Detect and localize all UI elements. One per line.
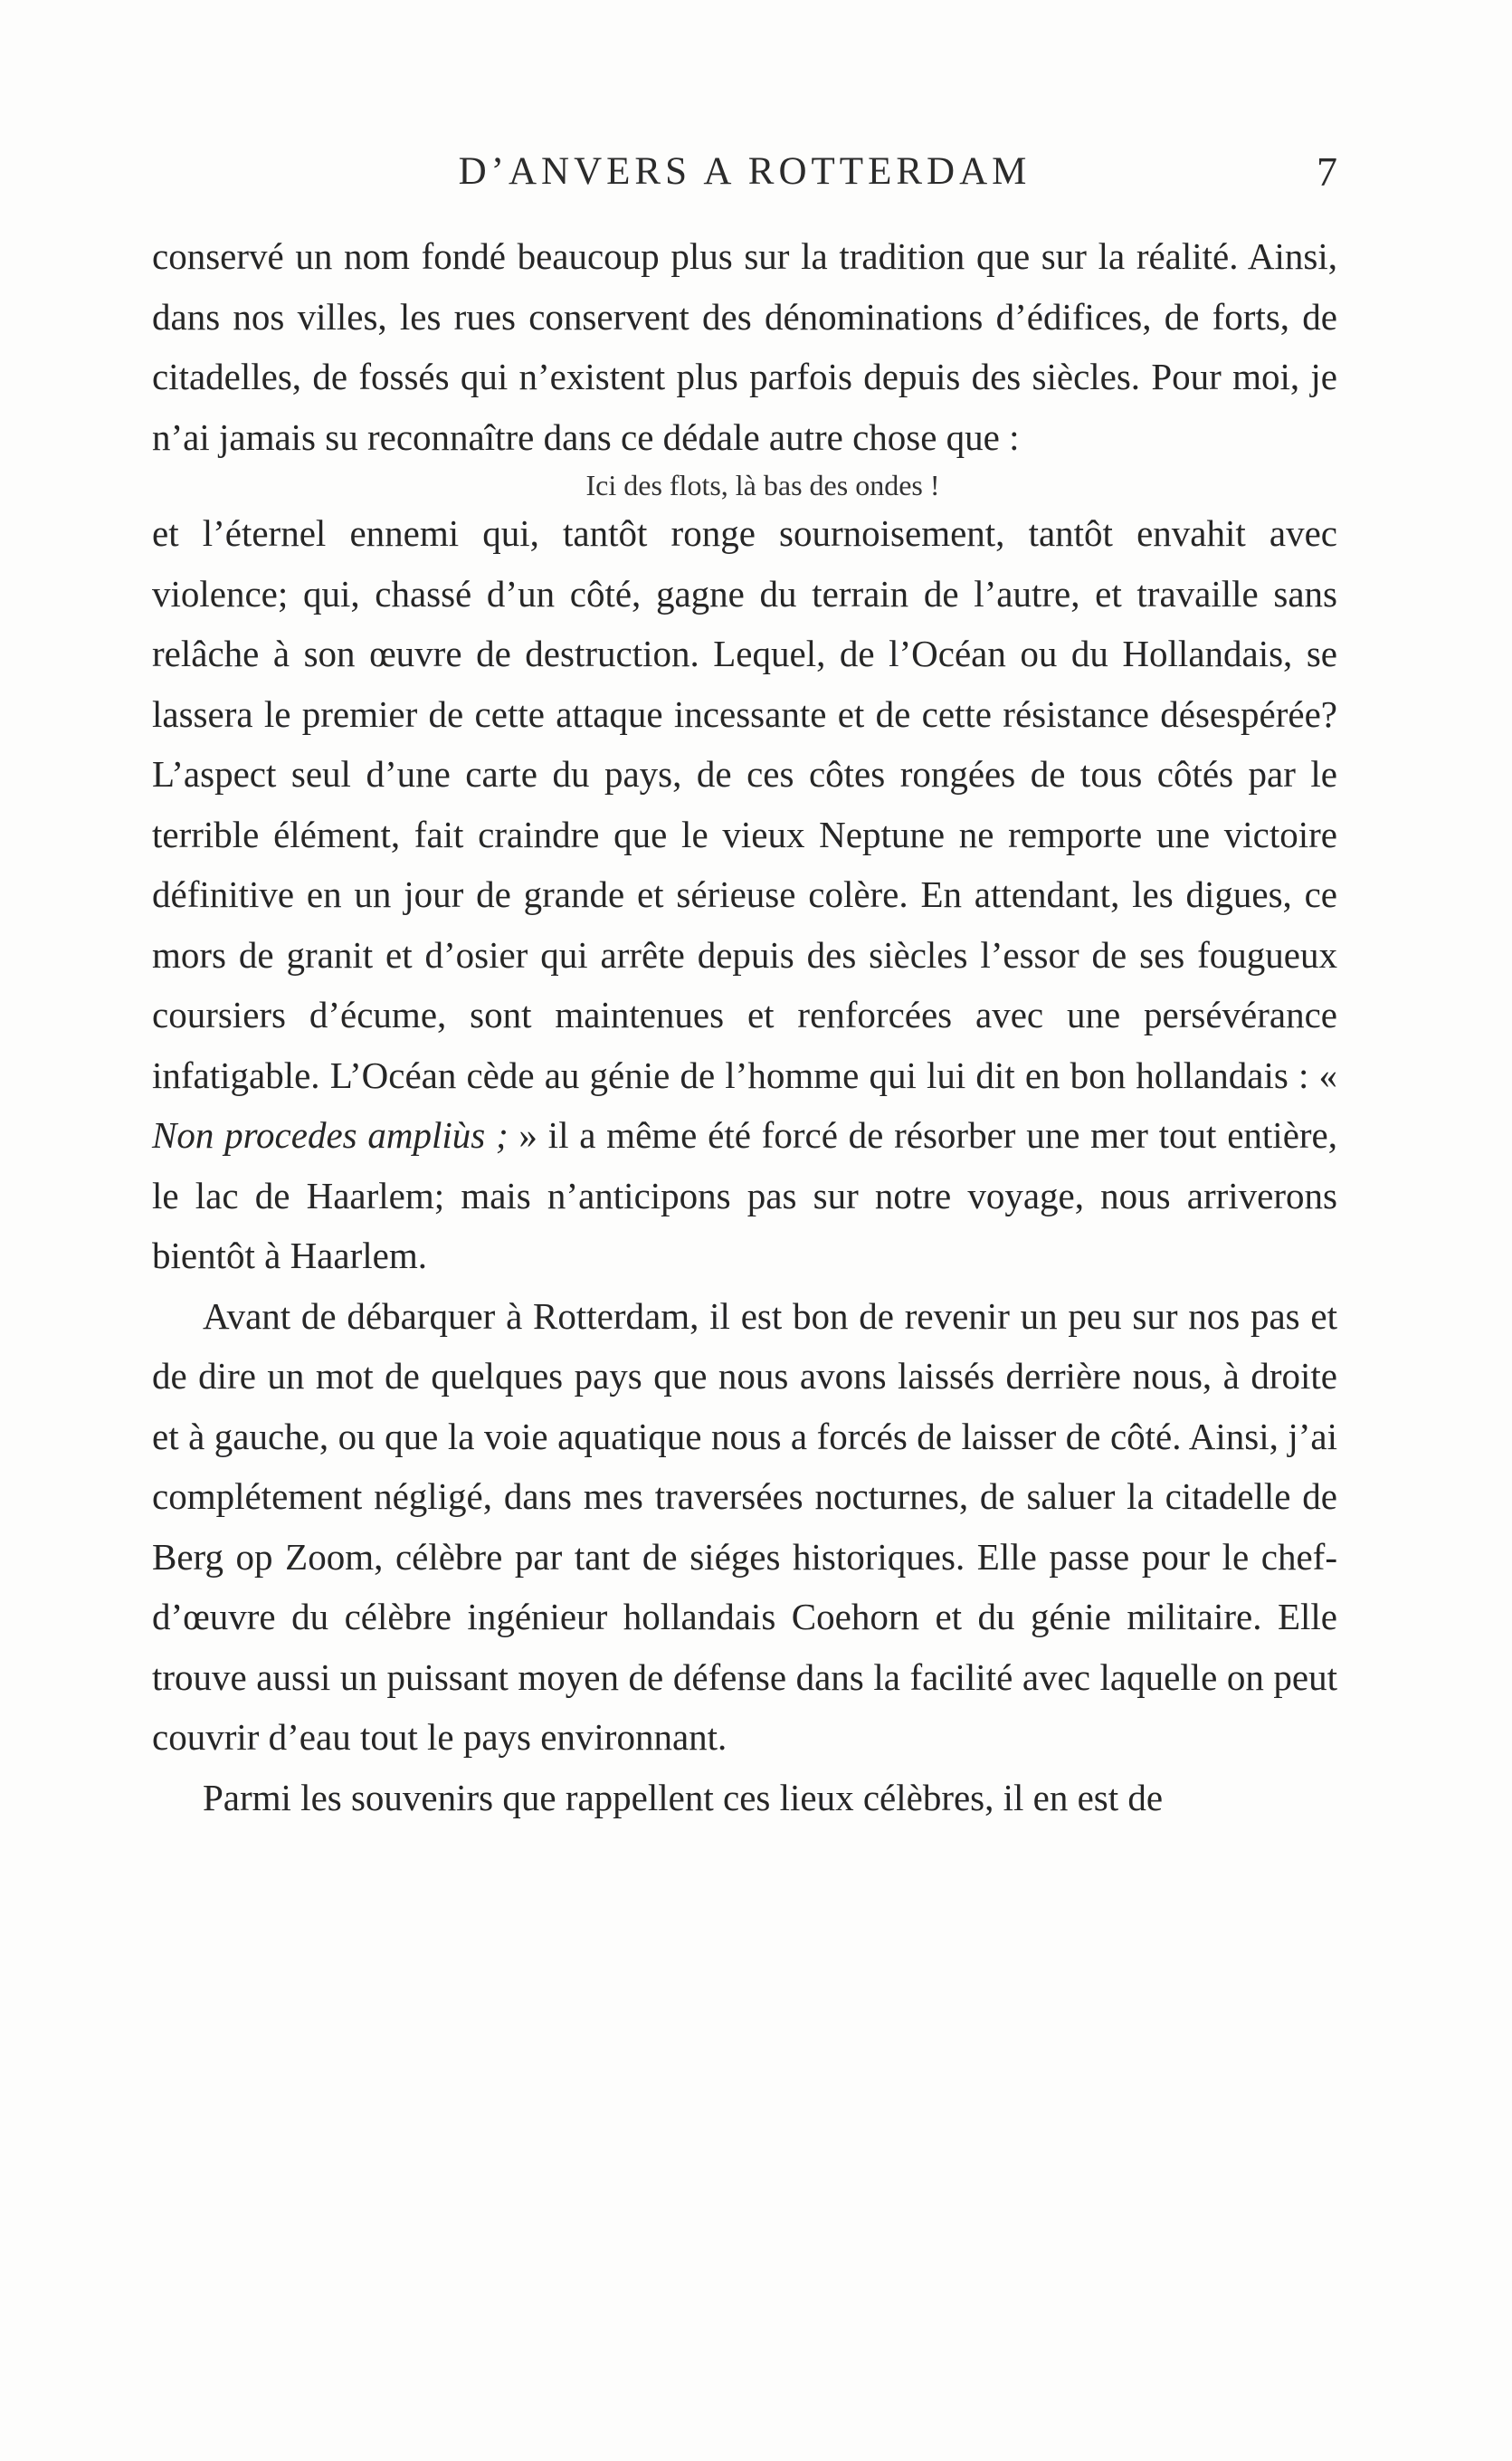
paragraph-ocean-text-start: et l’éternel ennemi qui, tantôt ronge sournoisement, tantôt envahit avec violence; qui, chassé d’un côté, gagne du terrain de l’autre, et travaille sans relâche à son œuvre de destruction. Lequel, de l’Océan ou du Hollandais, se lassera le premier de cette attaque incessante et de cette résistance désespérée? L’aspect seul d’une carte du pays, de ces côtes rongées de tous côtés par le terrible élément, fait craindre que le vieux Neptune ne remporte une victoire définitive en un jour de grande et sérieuse colère. En attendant, les digues, ce mors de granit et d’osier qui arrête depuis des siècles l’essor de ses fougueux coursiers d’écume, sont maintenues et renforcées avec une persévérance infatigable. L’Océan cède au génie de l’homme qui lui dit en bon hollandais : « (152, 512, 1337, 1096)
paragraph-continued: conservé un nom fondé beaucoup plus sur la tradition que sur la réalité. Ainsi, dans nos villes, les rues conservent des dénominations d’édifices, de forts, de citadelles, de fossés qui n’existent plus parfois depuis des siècles. Pour moi, je n’ai jamais su reconnaître dans ce dédale autre chose que : (152, 235, 1337, 458)
paragraph-ocean (152, 503, 1337, 1286)
page-header (152, 145, 1337, 199)
page-number: 7 (1317, 148, 1337, 195)
running-title: D’ANVERS A ROTTERDAM (458, 150, 1032, 193)
paragraph-rotterdam: Avant de débarquer à Rotterdam, il est bon de revenir un peu sur nos pas et de dire un mot de quelques pays que nous avons laissés derrière nous, à droite et à gauche, ou que la voie aquatique nous a forcés de laisser de côté. Ainsi, j’ai complétement négligé, dans mes traversées nocturnes, de saluer la citadelle de Berg op Zoom, célèbre par tant de siéges historiques. Elle passe pour le chef-d’œuvre du célèbre ingénieur hollandais Coehorn et du génie militaire. Elle trouve aussi un puissant moyen de défense dans la facilité avec laquelle on peut couvrir d’eau tout le pays environnant. (152, 1294, 1337, 1758)
body-text (152, 226, 1337, 1827)
verse-quote: Ici des flots, là bas des ondes ! (585, 469, 940, 501)
latin-quote: Non procedes ampliùs ; (152, 1114, 509, 1156)
paragraph-souvenirs: Parmi les souvenirs que rappellent ces lieux célèbres, il en est de (203, 1776, 1164, 1818)
paragraph-ocean-text-end: » il a même été forcé de résorber une mer tout entière, le lac de Haarlem; mais n’anticipons pas sur notre voyage, nous arriverons bientôt à Haarlem. (152, 1114, 1337, 1276)
